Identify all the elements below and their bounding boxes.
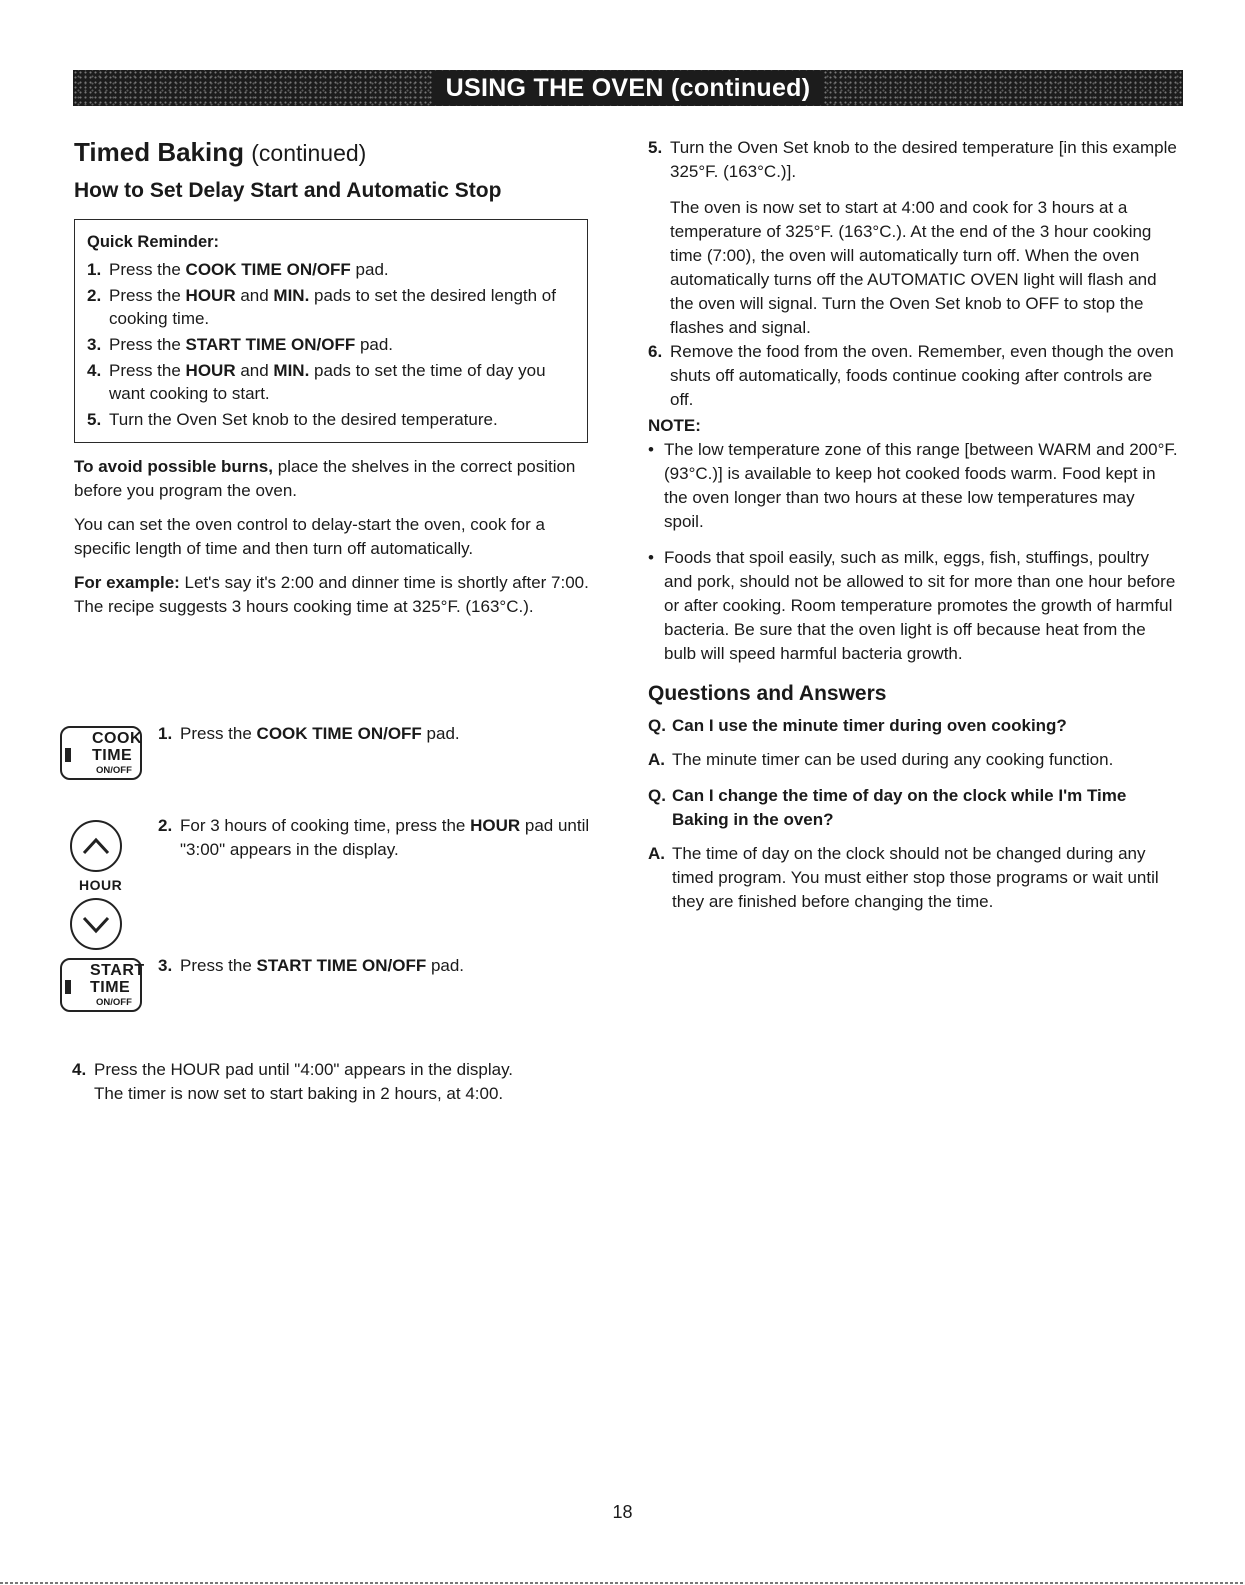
reminder-item xyxy=(87,359,573,405)
pad-label: START xyxy=(90,962,145,979)
step-1: 1. Press the COOK TIME ON/OFF pad. xyxy=(158,724,460,743)
cook-time-pad-icon xyxy=(60,726,142,780)
answer: A. The minute timer can be used during any cooking function. xyxy=(648,750,1114,769)
answer: A. The time of day on the clock should not be changed during any timed program. You must either stop those programs or wait until they are finished before changing the time. xyxy=(648,844,1159,911)
section-banner xyxy=(73,70,1183,106)
reminder-item xyxy=(87,333,573,356)
title-sub: (continued) xyxy=(251,140,367,166)
pad-label: TIME xyxy=(92,747,133,764)
step-3: 3. Press the START TIME ON/OFF pad. xyxy=(158,956,465,975)
item-text: Press the HOUR and MIN. pads to set the time of day you want cooking to start. xyxy=(109,361,546,403)
step-5-detail: The oven is now set to start at 4:00 and cook for 3 hours at a temperature of 325°F. (163°C.). At the end of the 3 hour cooking time (7:00), the oven will automatically turn off. When the oven automatically turns off the AUTOMATIC OVEN light will flash and the oven will signal. Turn the Oven Set knob to OFF to stop the flashes and signal. xyxy=(670,198,1157,337)
step-4: 4. Press the HOUR pad until "4:00" appears in the display. The timer is now set to start baking in 2 hours, at 4:00. xyxy=(72,1060,514,1103)
reminder-item xyxy=(87,258,573,281)
title-main: Timed Baking xyxy=(74,137,245,167)
item-number: 5. xyxy=(87,410,102,429)
question: Q. Can I change the time of day on the clock while I'm Time Baking in the oven? xyxy=(648,786,1127,829)
hour-up-icon xyxy=(70,820,122,872)
example-paragraph: For example: Let's say it's 2:00 and dinner time is shortly after 7:00. The recipe suggests 3 hours cooking time at 325°F. (163°C.). xyxy=(74,573,589,616)
quick-reminder-box xyxy=(74,219,588,443)
page-title xyxy=(74,136,594,169)
note-item: • The low temperature zone of this range [between WARM and 200°F. (93°C.)] is available to keep hot cooked foods warm. Food kept in the oven longer than two hours at these low temperatures may spoil. xyxy=(648,440,1178,531)
step-5: 5. Turn the Oven Set knob to the desired temperature [in this example 325°F. (163°C.)]. xyxy=(648,138,1177,181)
hour-label: HOUR xyxy=(79,877,123,893)
intro-paragraph: You can set the oven control to delay-start the oven, cook for a specific length of time and then turn off automatically. xyxy=(74,515,545,558)
right-column xyxy=(648,136,1178,914)
pad-label: ON/OFF xyxy=(96,997,132,1008)
item-text: Press the START TIME ON/OFF pad. xyxy=(109,335,394,354)
bottom-divider xyxy=(0,1582,1245,1584)
reminder-item xyxy=(87,284,573,330)
pad-label: TIME xyxy=(90,979,131,996)
step-2: 2. For 3 hours of cooking time, press the HOUR pad until "3:00" appears in the display. xyxy=(158,816,590,859)
qa-heading: Questions and Answers xyxy=(648,682,887,705)
pad-label: ON/OFF xyxy=(96,765,132,776)
pad-label: COOK xyxy=(92,730,142,747)
hour-down-icon xyxy=(70,898,122,950)
reminder-title: Quick Reminder: xyxy=(87,233,220,251)
burns-warning: To avoid possible burns, place the shelves in the correct position before you program the oven. xyxy=(74,457,576,500)
item-number: 1. xyxy=(87,260,102,279)
item-text: Turn the Oven Set knob to the desired temperature. xyxy=(109,410,498,429)
question: Q. Can I use the minute timer during oven cooking? xyxy=(648,716,1067,735)
banner-title: USING THE OVEN (continued) xyxy=(432,71,825,105)
step-6: 6. Remove the food from the oven. Remember, even though the oven shuts off automatically, foods continue cooking after controls are off. xyxy=(648,342,1174,409)
note-item: • Foods that spoil easily, such as milk, eggs, fish, stuffings, poultry and pork, should not be allowed to sit for more than one hour before or after cooking. Room temperature promotes the growth of harmful bacteria. Be sure that the oven light is off because heat from the bulb will speed harmful bacteria growth. xyxy=(648,548,1176,663)
section-heading: How to Set Delay Start and Automatic Stop xyxy=(74,179,502,202)
page-number: 18 xyxy=(612,1502,633,1522)
item-number: 2. xyxy=(87,286,102,305)
item-number: 3. xyxy=(87,335,102,354)
left-column xyxy=(74,136,594,619)
item-text: Press the HOUR and MIN. pads to set the desired length of cooking time. xyxy=(109,286,556,328)
item-text: Press the COOK TIME ON/OFF pad. xyxy=(109,260,389,279)
note-label: NOTE: xyxy=(648,416,701,435)
item-number: 4. xyxy=(87,361,102,380)
start-time-pad-icon xyxy=(60,958,145,1012)
reminder-item xyxy=(87,408,573,431)
